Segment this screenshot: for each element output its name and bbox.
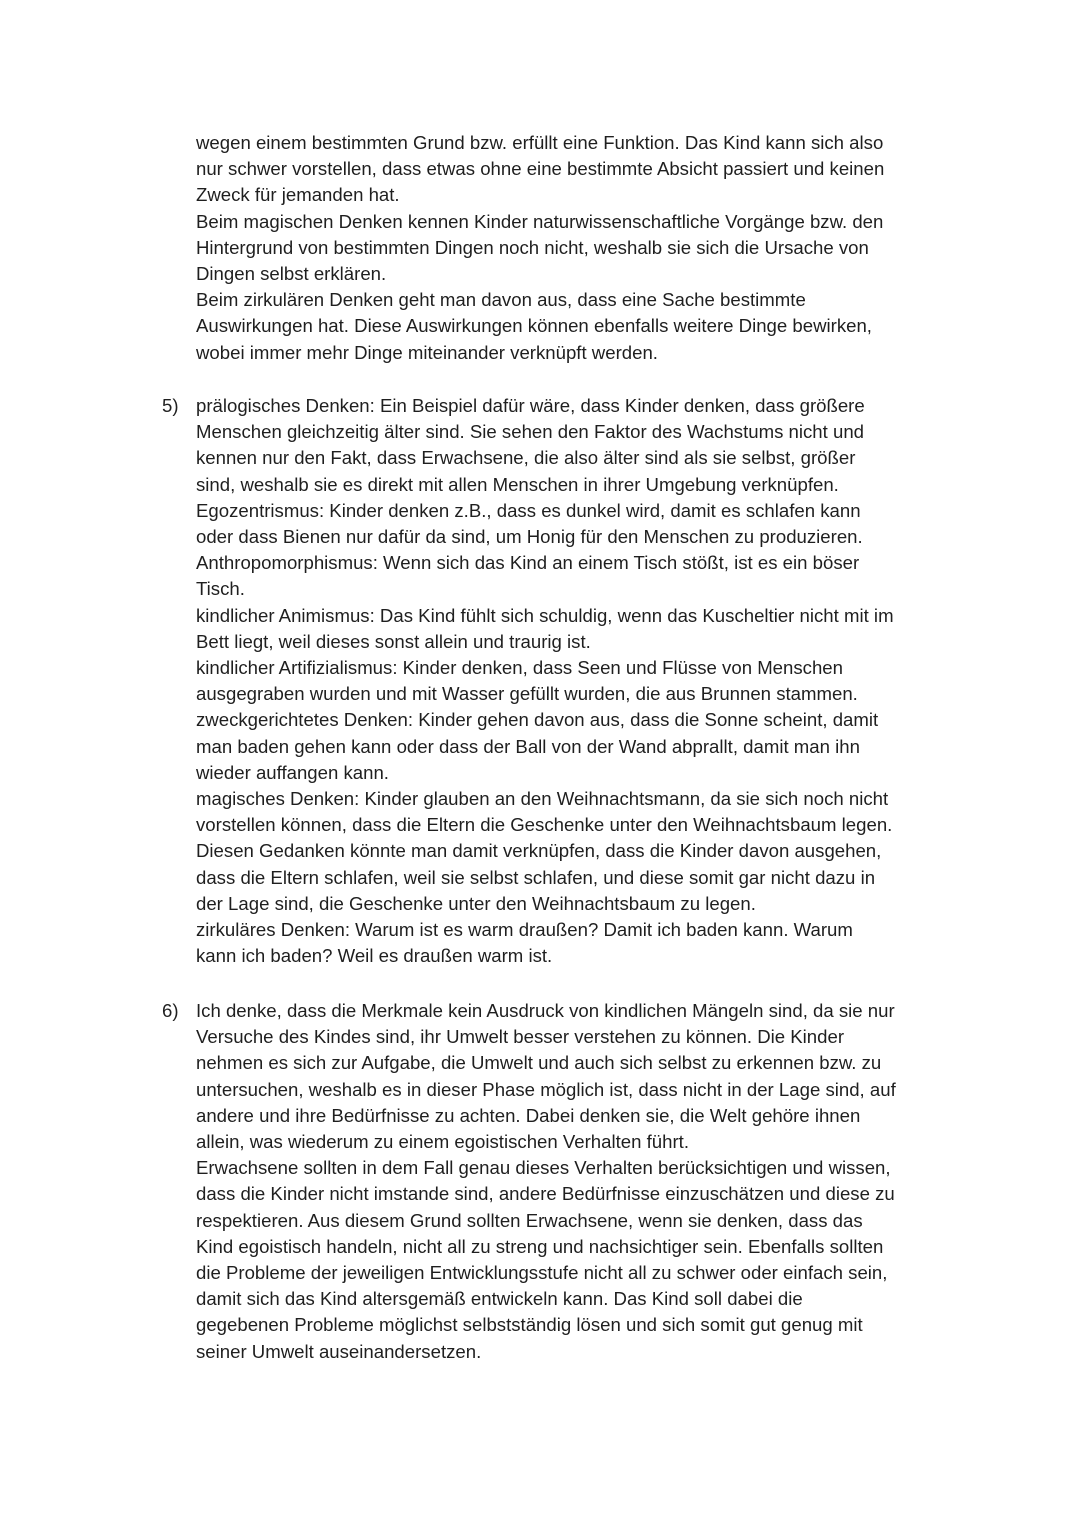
text-line: wegen einem bestimmten Grund bzw. erfüllt eine Funktion. Das Kind kann sich also (196, 132, 884, 153)
text-line: Beim magischen Denken kennen Kinder naturwissenschaftliche Vorgänge bzw. den (196, 210, 884, 232)
text-line: der Lage sind, die Geschenke unter den Weihnachtsbaum zu legen. (196, 892, 756, 914)
text-line: Dingen selbst erklären. (196, 263, 387, 285)
text-line: damit sich das Kind altersgemäß entwickeln kann. Das Kind soll dabei die (196, 1288, 803, 1310)
text-line: Egozentrismus: Kinder denken z.B., dass es dunkel wird, damit es schlafen kann (196, 499, 861, 521)
text-line: gegebenen Probleme möglichst selbstständig lösen und sich somit gut genug mit (196, 1314, 863, 1336)
text-line: Erwachsene sollten in dem Fall genau dieses Verhalten berücksichtigen und wissen, (196, 1157, 891, 1179)
text-line: allein, was wiederum zu einem egoistischen Verhalten führt. (196, 1131, 689, 1153)
text-line: Beim zirkulären Denken geht man davon aus, dass eine Sache bestimmte (196, 289, 806, 311)
text-line: Ich denke, dass die Merkmale kein Ausdruck von kindlichen Mängeln sind, da sie nur (196, 1000, 895, 1021)
text-line: nehmen es sich zur Aufgabe, die Umwelt und auch sich selbst zu erkennen bzw. zu (196, 1052, 882, 1074)
text-line: andere und ihre Bedürfnisse zu achten. Dabei denken sie, die Welt gehöre ihnen (196, 1104, 861, 1126)
text-line: wobei immer mehr Dinge miteinander verknüpft werden. (196, 341, 658, 363)
text-line: Diesen Gedanken könnte man damit verknüpfen, dass die Kinder davon ausgehen, (196, 840, 882, 862)
text-line: Auswirkungen hat. Diese Auswirkungen können ebenfalls weitere Dinge bewirken, (196, 315, 872, 337)
item-number-5: 5) (162, 395, 179, 416)
text-line: oder dass Bienen nur dafür da sind, um Honig für den Menschen zu produzieren. (196, 526, 863, 548)
text-line: man baden gehen kann oder dass der Ball von der Wand abprallt, damit man ihn (196, 735, 860, 757)
text-line: Menschen gleichzeitig älter sind. Sie sehen den Faktor des Wachstums nicht und (196, 421, 865, 443)
text-line: kindlicher Artifizialismus: Kinder denken, dass Seen und Flüsse von Menschen (196, 657, 843, 679)
text-line: die Probleme der jeweiligen Entwicklungsstufe nicht all zu schwer oder einfach sein, (196, 1262, 888, 1284)
text-line: nur schwer vorstellen, dass etwas ohne eine bestimmte Absicht passiert und keinen (196, 158, 885, 180)
text-line: untersuchen, weshalb es in dieser Phase möglich ist, dass nicht in der Lage sind, auf (196, 1078, 896, 1100)
text-line: kennen nur den Fakt, dass Erwachsene, die also älter sind als sie selbst, größer (196, 447, 856, 469)
text-line: Kind egoistisch handeln, nicht all zu streng und nachsichtiger sein. Ebenfalls sollten (196, 1235, 884, 1257)
text-line: zweckgerichtetes Denken: Kinder gehen davon aus, dass die Sonne scheint, damit (196, 709, 879, 731)
text-line: Bett liegt, weil dieses sonst allein und traurig ist. (196, 630, 591, 652)
text-line: prälogisches Denken: Ein Beispiel dafür wäre, dass Kinder denken, dass größere (196, 395, 865, 416)
text-line: magisches Denken: Kinder glauben an den Weihnachtsmann, da sie sich noch nicht (196, 788, 889, 810)
text-line: Tisch. (196, 578, 245, 600)
text-line: dass die Kinder nicht imstande sind, andere Bedürfnisse einzuschätzen und diese zu (196, 1183, 895, 1205)
text-line: seiner Umwelt auseinandersetzen. (196, 1340, 482, 1362)
text-line: Zweck für jemanden hat. (196, 184, 400, 206)
text-line: ausgegraben wurden und mit Wasser gefüllt wurden, die aus Brunnen stammen. (196, 683, 858, 705)
text-line: sind, weshalb sie es direkt mit allen Menschen in ihrer Umgebung verknüpfen. (196, 473, 839, 495)
answer-5 (196, 393, 960, 969)
text-line: zirkuläres Denken: Warum ist es warm draußen? Damit ich baden kann. Warum (196, 919, 853, 941)
text-line: kann ich baden? Weil es draußen warm ist. (196, 945, 553, 967)
continued-paragraph (196, 130, 960, 366)
text-line: vorstellen können, dass die Eltern die Geschenke unter den Weihnachtsbaum legen. (196, 814, 893, 836)
text-line: kindlicher Animismus: Das Kind fühlt sich schuldig, wenn das Kuscheltier nicht mit im (196, 604, 894, 626)
text-line: Versuche des Kindes sind, ihr Umwelt besser verstehen zu können. Die Kinder (196, 1026, 845, 1048)
answer-6 (196, 998, 960, 1365)
text-line: Hintergrund von bestimmten Dingen noch nicht, weshalb sie sich die Ursache von (196, 236, 869, 258)
text-line: wieder auffangen kann. (196, 761, 389, 783)
text-line: dass die Eltern schlafen, weil sie selbst schlafen, und diese somit gar nicht dazu in (196, 866, 876, 888)
text-line: Anthropomorphismus: Wenn sich das Kind an einem Tisch stößt, ist es ein böser (196, 552, 860, 574)
item-number-6: 6) (162, 1000, 179, 1021)
text-line: respektieren. Aus diesem Grund sollten Erwachsene, wenn sie denken, dass das (196, 1209, 863, 1231)
